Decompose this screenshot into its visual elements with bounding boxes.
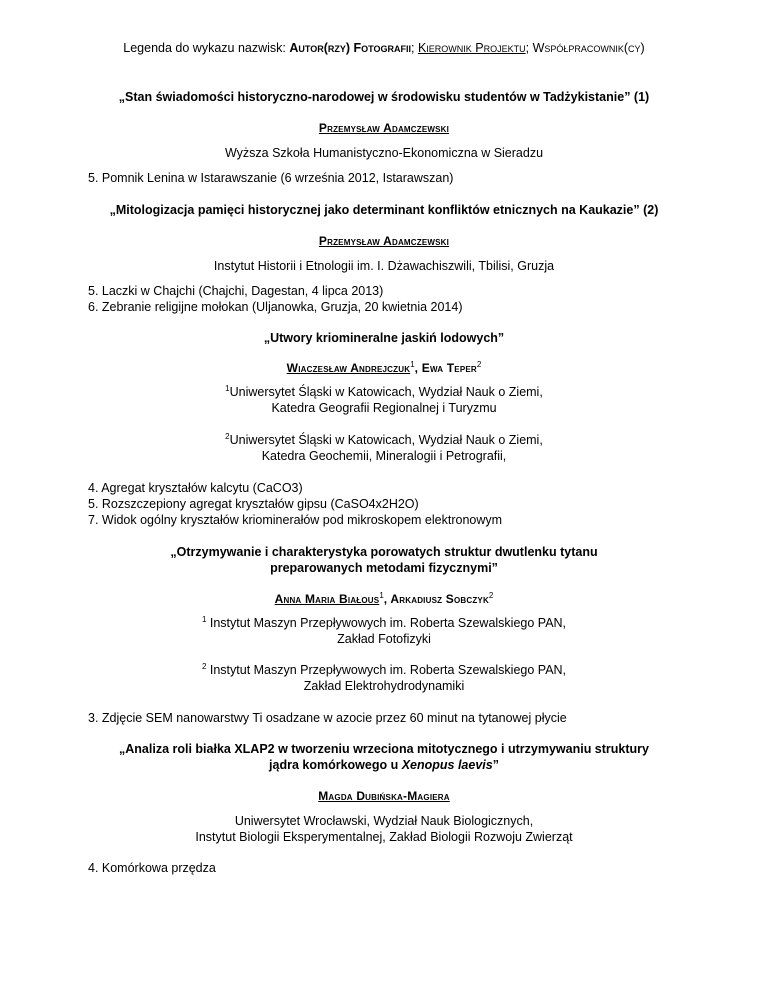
section-4-affiliation-1-line-2: Zakład Fotofizyki xyxy=(337,632,431,646)
section-5-affiliation-line-2: Instytut Biologii Eksperymentalnej, Zakład Biologii Rozwoju Zwierząt xyxy=(195,830,573,844)
section-3-affiliation-2-line-2: Katedra Geochemii, Mineralogii i Petrografii, xyxy=(261,449,507,463)
legend-collaborator-label: Współpracownik(cy) xyxy=(532,41,645,55)
author-superscript: 2 xyxy=(488,590,494,600)
legend-manager-label: Kierownik Projektu xyxy=(417,41,526,55)
section-4-author-1: Anna Maria Białous xyxy=(274,592,380,606)
section-5-title-line-1: „Analiza roli białka XLAP2 w tworzeniu wrzeciona mitotycznego i utrzymywaniu struktury xyxy=(119,742,649,756)
section-3-author-1: Wiaczesław Andrejczuk xyxy=(286,361,411,375)
legend-separator: ; xyxy=(525,41,533,55)
section-2-affiliation: Instytut Historii i Etnologii im. I. Dżawachiszwili, Tbilisi, Gruzja xyxy=(213,259,555,273)
section-5-author: Magda Dubińska-Magiera xyxy=(318,789,450,803)
section-4-item: 3. Zdjęcie SEM nanowarstwy Ti osadzane w azocie przez 60 minut na tytanowej płycie xyxy=(88,711,567,725)
author-superscript: 2 xyxy=(476,359,482,369)
section-4-affiliation-2 xyxy=(0,662,768,678)
section-5-title-line-2 xyxy=(0,757,768,773)
author-superscript: 1 xyxy=(379,590,384,600)
legend-authors-label: Autor(rzy) Fotografii xyxy=(289,41,411,55)
section-3-title: „Utwory kriomineralne jaskiń lodowych” xyxy=(263,331,505,345)
title-text: jądra komórkowego u xyxy=(269,758,402,772)
section-5-item: 4. Komórkowa przędza xyxy=(88,861,216,875)
section-3-item: 7. Widok ogólny kryształów kriominerałów pod mikroskopem elektronowym xyxy=(88,513,503,527)
section-4-affiliation-1 xyxy=(0,615,768,631)
section-3-item: 4. Agregat kryształów kalcytu (CaCO3) xyxy=(88,481,303,495)
section-1-author: Przemysław Adamczewski xyxy=(318,121,450,135)
legend-prefix: Legenda do wykazu nazwisk: xyxy=(123,41,290,55)
section-2-item: 6. Zebranie religijne mołokan (Uljanowka, Gruzja, 20 kwietnia 2014) xyxy=(88,300,463,314)
affiliation-superscript: 2 xyxy=(201,661,207,671)
species-name: Xenopus laevis xyxy=(401,758,493,772)
section-2-item: 5. Laczki w Chajchi (Chajchi, Dagestan, 4 lipca 2013) xyxy=(88,284,384,298)
section-4-title-line-1: „Otrzymywanie i charakterystyka porowatych struktur dwutlenku tytanu xyxy=(170,545,598,559)
section-3-affiliation-2 xyxy=(0,432,768,448)
section-4-affiliation-2-line-2: Zakład Elektrohydrodynamiki xyxy=(303,679,465,693)
section-2-author: Przemysław Adamczewski xyxy=(318,234,450,248)
legend-header xyxy=(0,40,768,56)
section-3-affiliation-1 xyxy=(0,384,768,400)
legend-separator: ; xyxy=(411,41,418,55)
section-1-title: „Stan świadomości historyczno-narodowej w środowisku studentów w Tadżykistanie” (1) xyxy=(118,90,650,104)
section-3-item: 5. Rozszczepiony agregat kryształów gipsu (CaSO4x2H2O) xyxy=(88,497,419,511)
affiliation-superscript: 1 xyxy=(201,614,207,624)
author-separator: , xyxy=(414,361,422,375)
affiliation-line: Uniwersytet Śląski w Katowicach, Wydział Nauk o Ziemi, xyxy=(229,433,543,447)
section-5-affiliation-line-1: Uniwersytet Wrocławski, Wydział Nauk Biologicznych, xyxy=(234,814,534,828)
section-4-title-line-2: preparowanych metodami fizycznymi” xyxy=(270,561,498,575)
affiliation-line: Uniwersytet Śląski w Katowicach, Wydział Nauk o Ziemi, xyxy=(229,385,543,399)
affiliation-line: Instytut Maszyn Przepływowych im. Roberta Szewalskiego PAN, xyxy=(206,616,567,630)
section-4-author-2: Arkadiusz Sobczyk xyxy=(390,592,489,606)
section-3-authors xyxy=(0,360,768,376)
author-superscript: 1 xyxy=(410,359,415,369)
affiliation-superscript: 2 xyxy=(225,431,230,441)
affiliation-line: Instytut Maszyn Przepływowych im. Roberta Szewalskiego PAN, xyxy=(206,663,567,677)
author-separator: , xyxy=(383,592,391,606)
section-3-affiliation-1-line-2: Katedra Geografii Regionalnej i Turyzmu xyxy=(271,401,497,415)
section-4-authors xyxy=(0,591,768,607)
affiliation-superscript: 1 xyxy=(225,383,230,393)
section-1-affiliation: Wyższa Szkoła Humanistyczno-Ekonomiczna w Sieradzu xyxy=(224,146,544,160)
section-1-item: 5. Pomnik Lenina w Istarawszanie (6 września 2012, Istarawszan) xyxy=(88,171,454,185)
section-2-title: „Mitologizacja pamięci historycznej jako determinant konfliktów etnicznych na Kaukazie” (2) xyxy=(109,203,659,217)
section-3-author-2: Ewa Teper xyxy=(421,361,477,375)
title-text: ” xyxy=(492,758,499,772)
